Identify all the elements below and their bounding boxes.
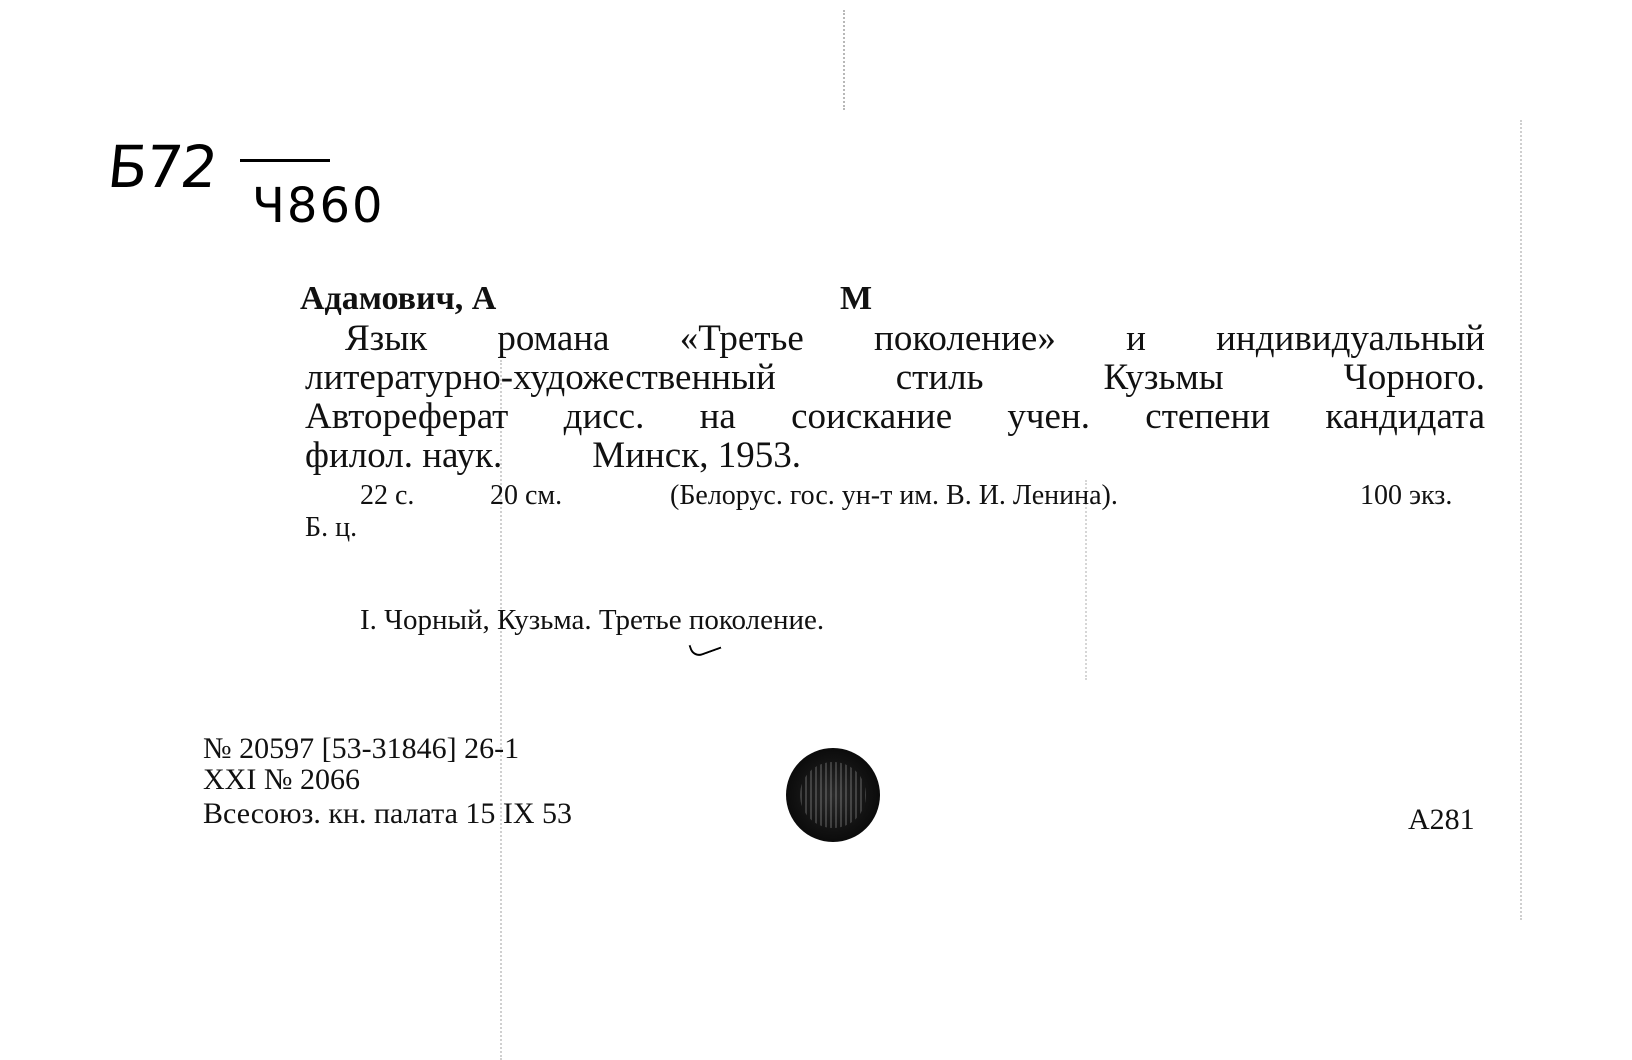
- imprint-line: № 20597 [53-31846] 26-1: [203, 732, 520, 765]
- author-heading: Адамович, А: [300, 280, 497, 317]
- collation-line: [360, 480, 1452, 512]
- title-line: литературно-художественный стиль Кузьмы Чорного.: [305, 357, 1485, 398]
- handwritten-sub-number: Ч860: [252, 178, 385, 234]
- imprint-line: Всесоюз. кн. палата 15 IX 53: [203, 797, 573, 830]
- card-code: A281: [1408, 803, 1475, 836]
- title-line: Язык романа «Третье поколение» и индивидуальный: [345, 318, 1485, 359]
- tracing: I. Чорный, Кузьма. Третье поколение.: [360, 604, 825, 636]
- title-line-last: [305, 436, 1485, 476]
- publisher: (Белорус. гос. ун-т им. В. И. Ленина).: [670, 480, 1118, 511]
- handwritten-fraction-line: [240, 159, 330, 162]
- price: Б. ц.: [305, 512, 358, 543]
- scan-artifact: [843, 10, 847, 110]
- title-line: Автореферат дисс. на соискание учен. степени кандидата: [305, 396, 1485, 437]
- copies: 100 экз.: [1360, 480, 1453, 511]
- title-end: филол. наук.: [305, 435, 503, 476]
- imprint-line: XXI № 2066: [203, 763, 360, 796]
- author-initial: М: [840, 280, 873, 317]
- scan-artifact: [1520, 120, 1524, 920]
- check-mark: [689, 635, 722, 658]
- handwritten-call-number: Б72: [104, 133, 220, 201]
- pages: 22 с.: [360, 480, 415, 511]
- place-year: Минск, 1953.: [592, 435, 801, 476]
- card-punch-hole: [786, 748, 880, 842]
- size: 20 см.: [490, 480, 563, 511]
